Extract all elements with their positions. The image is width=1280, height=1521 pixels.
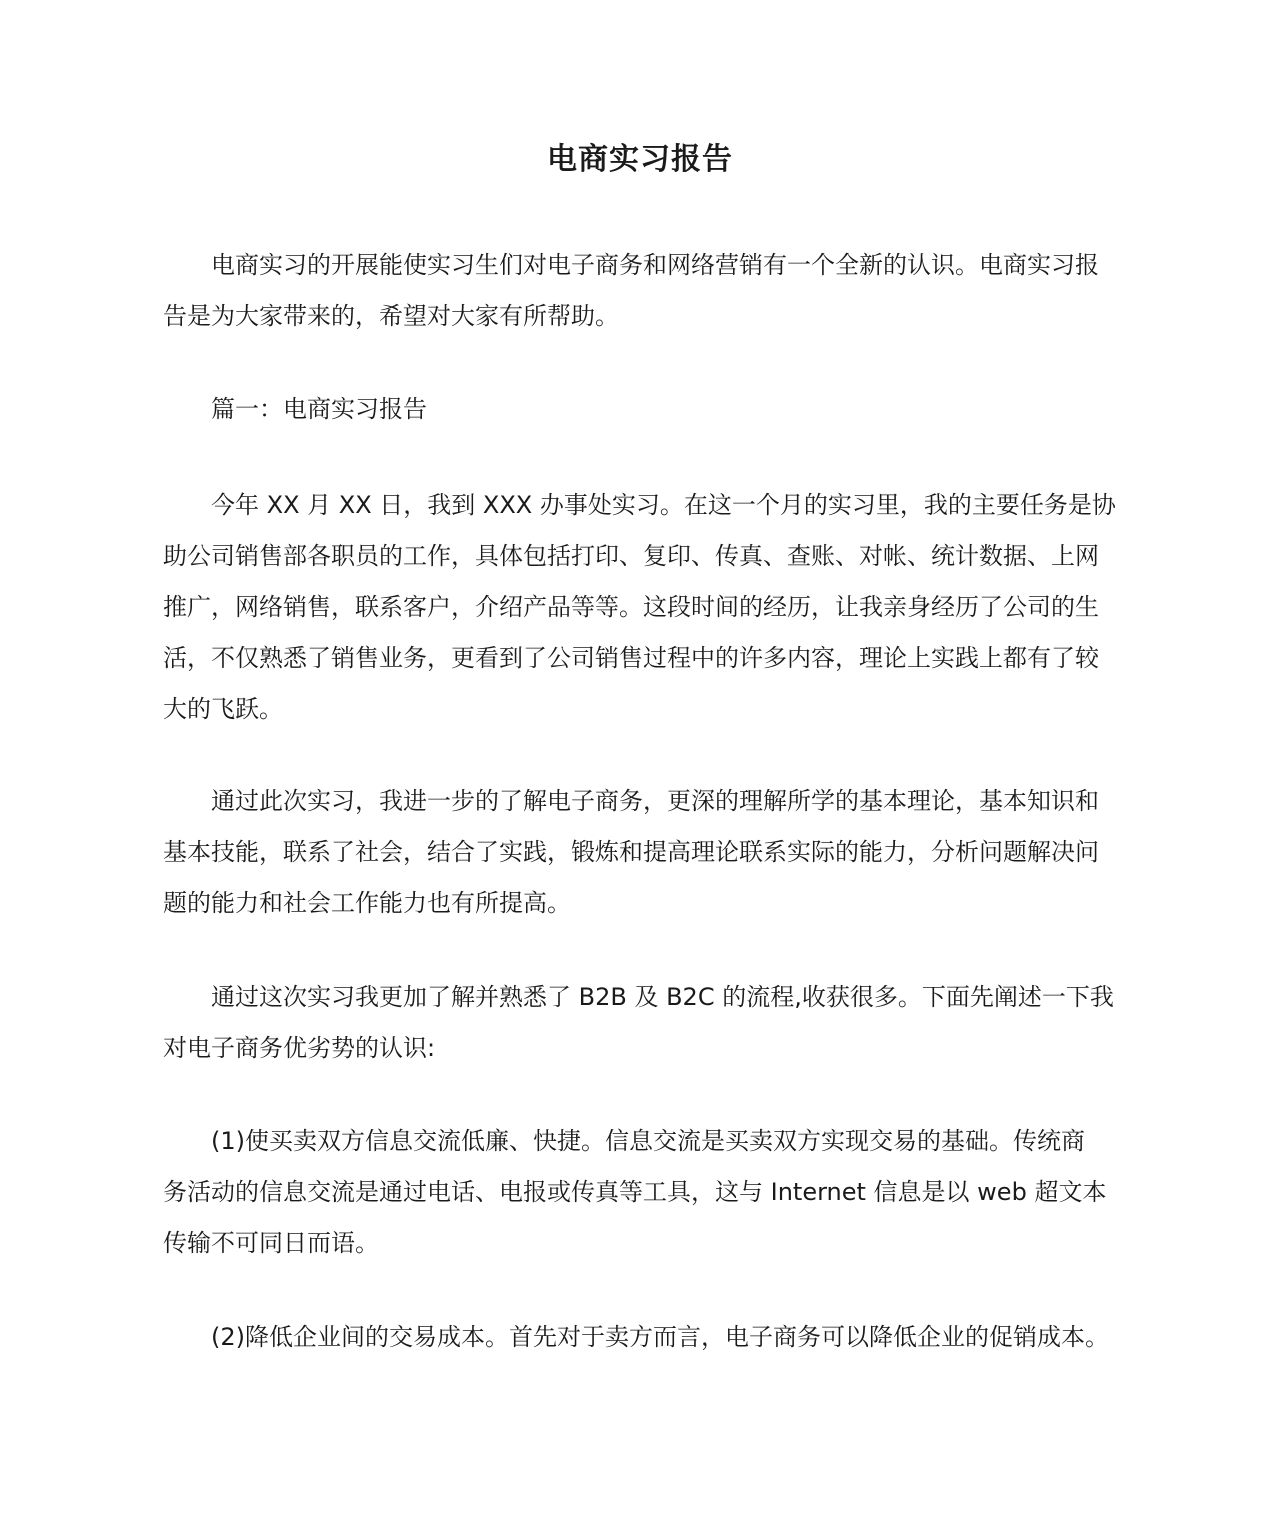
paragraph-line: 推广，网络销售，联系客户，介绍产品等等。这段时间的经历，让我亲身经历了公司的生	[163, 593, 1099, 621]
section-heading	[163, 384, 1123, 435]
paragraph-line: 告是为大家带来的，希望对大家有所帮助。	[163, 302, 619, 330]
paragraph-line: 电商实习的开展能使实习生们对电子商务和网络营销有一个全新的认识。电商实习报	[211, 251, 1099, 279]
paragraph-line: 活，不仅熟悉了销售业务，更看到了公司销售过程中的许多内容，理论上实践上都有了较	[163, 644, 1099, 672]
paragraph-line: (1)使买卖双方信息交流低廉、快捷。信息交流是买卖双方实现交易的基础。传统商	[211, 1127, 1085, 1155]
body-paragraph-5	[163, 1312, 1123, 1363]
paragraph-line: 通过此次实习，我进一步的了解电子商务，更深的理解所学的基本理论，基本知识和	[211, 787, 1099, 815]
paragraph-line: (2)降低企业间的交易成本。首先对于卖方而言，电子商务可以降低企业的促销成本。	[211, 1323, 1109, 1351]
body-paragraph-4	[163, 1116, 1123, 1269]
body-paragraph-3	[163, 972, 1123, 1074]
section-heading-text: 篇一：电商实习报告	[211, 395, 427, 423]
intro-paragraph	[163, 240, 1123, 342]
paragraph-line: 对电子商务优劣势的认识:	[163, 1034, 436, 1062]
paragraph-line: 助公司销售部各职员的工作，具体包括打印、复印、传真、查账、对帐、统计数据、上网	[163, 542, 1099, 570]
document-title: 电商实习报告	[547, 142, 733, 177]
paragraph-line: 传输不可同日而语。	[163, 1229, 379, 1257]
paragraph-line: 通过这次实习我更加了解并熟悉了 B2B 及 B2C 的流程,收获很多。下面先阐述一下我	[211, 983, 1114, 1011]
paragraph-line: 大的飞跃。	[163, 695, 283, 723]
body-paragraph-2	[163, 776, 1123, 929]
body-paragraph-1	[163, 480, 1123, 735]
paragraph-line: 题的能力和社会工作能力也有所提高。	[163, 889, 571, 917]
paragraph-line: 务活动的信息交流是通过电话、电报或传真等工具，这与 Internet 信息是以 web 超文本	[163, 1178, 1107, 1206]
paragraph-line: 基本技能，联系了社会，结合了实践，锻炼和提高理论联系实际的能力，分析问题解决问	[163, 838, 1099, 866]
paragraph-line: 今年 XX 月 XX 日，我到 XXX 办事处实习。在这一个月的实习里，我的主要任务是协	[211, 491, 1116, 519]
